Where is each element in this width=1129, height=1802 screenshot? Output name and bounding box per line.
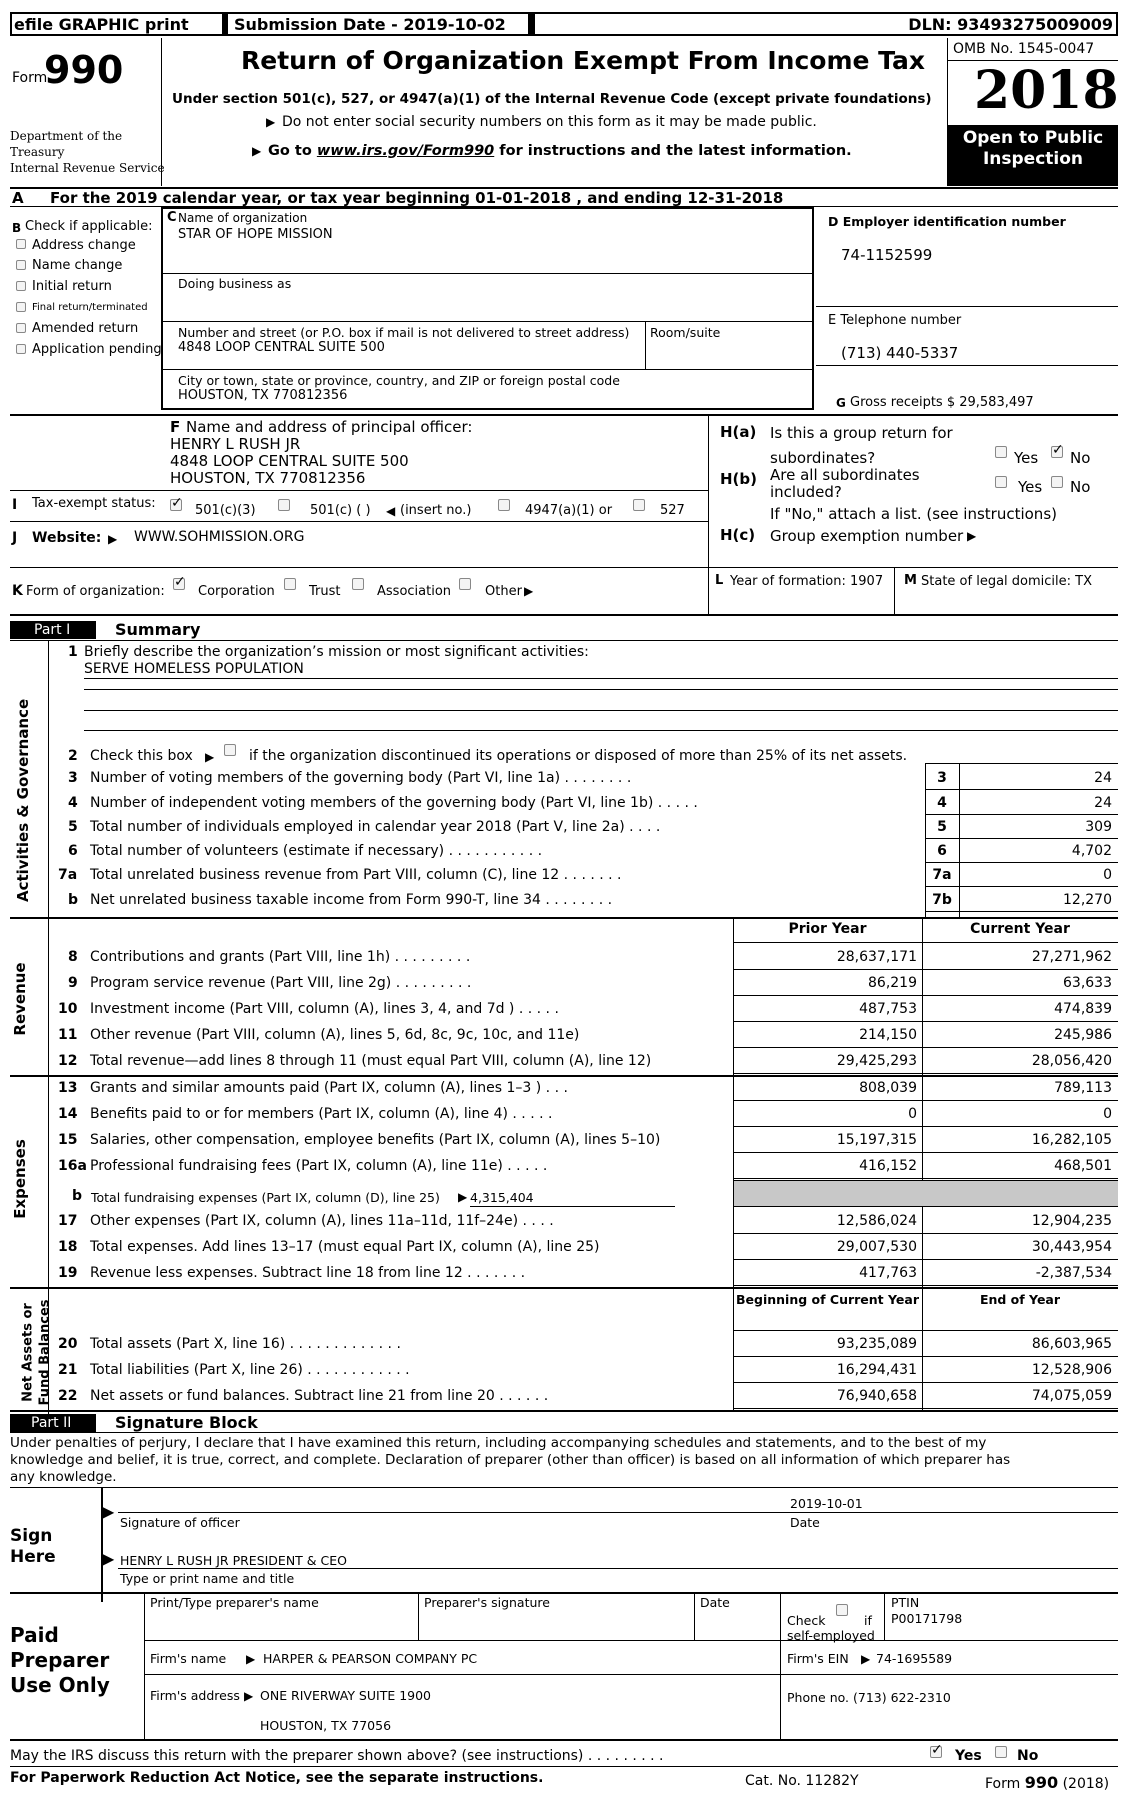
4947-label: 4947(a)(1) or [525,503,613,518]
dln: DLN: 93493275009009 [908,15,1113,34]
firm-name: HARPER & PEARSON COMPANY PC [263,1651,478,1666]
signature-officer-label: Signature of officer [120,1515,240,1530]
col-prior-year: Prior Year [788,921,867,937]
association-checkbox[interactable] [352,578,364,590]
year-formation: Year of formation: 1907 [730,574,884,589]
perjury-line1: Under penalties of perjury, I declare that I have examined this return, including accompanying schedules and statements, and to the best of my [10,1435,987,1451]
line-text: Professional fundraising fees (Part IX, column (A), line 11e) . . . . . [90,1158,548,1174]
line-num: 20 [58,1336,78,1352]
phone-label: Phone no. (713) 622-2310 [787,1690,951,1705]
side-revenue: Revenue [11,962,29,1036]
tax-year: 2018 [974,60,1119,121]
current-value: 0 [1103,1106,1112,1122]
preparer-name-label: Print/Type preparer's name [150,1595,319,1610]
501c3-label: 501(c)(3) [195,503,256,518]
line-text: Total assets (Part X, line 16) . . . . . . . . . . . . . [90,1336,401,1352]
f-label: F [170,418,181,436]
arrow-right-icon: ▶ [205,750,215,764]
current-value: 74,075,059 [1031,1388,1112,1404]
line-text: Number of independent voting members of the governing body (Part VI, line 1b) . . . . . [90,795,698,811]
hb-note: If "No," attach a list. (see instructions) [770,505,1057,523]
line-text: Total revenue—add lines 8 through 11 (must equal Part VIII, column (A), line 12) [90,1053,652,1069]
submission-date: Submission Date - 2019-10-02 [234,15,506,34]
perjury-line3: any knowledge. [10,1469,117,1485]
form-prefix: Form [12,70,48,86]
final-return-checkbox[interactable] [16,302,26,312]
arrow-right-icon: ▶ [967,529,977,543]
527-checkbox[interactable] [633,499,645,511]
amended-return-label: Amended return [32,321,139,336]
hb-text2: included? [770,483,842,501]
current-value: 30,443,954 [1031,1239,1112,1255]
self-employed-label: self-employed [787,1628,875,1643]
line-box-num: 4 [937,795,947,811]
prior-value: 29,425,293 [836,1053,917,1069]
line-num: 16a [58,1158,87,1174]
officer-name-title: HENRY L RUSH JR PRESIDENT & CEO [120,1553,347,1568]
arrow-right-icon: ▶ [458,1190,468,1204]
side-expenses: Expenses [11,1139,29,1219]
line-num: b [68,892,79,908]
tax-exempt-title: Tax-exempt status: [32,496,156,511]
line2-num: 2 [68,748,78,764]
line-num: 10 [58,1001,78,1017]
room-suite-label: Room/suite [650,325,721,340]
gross-receipts: Gross receipts $ 29,583,497 [850,395,1034,410]
501c-checkbox[interactable] [278,499,290,511]
prior-value: 93,235,089 [836,1336,917,1352]
line-text: Total number of individuals employed in calendar year 2018 (Part V, line 2a) . . . . [90,819,661,835]
city-state-zip: HOUSTON, TX 770812356 [178,388,348,403]
association-label: Association [377,584,452,599]
line-box-num: 7a [932,867,952,883]
discuss-yes-checkbox[interactable] [930,1746,942,1758]
line2-post: if the organization discontinued its operations or disposed of more than 25% of its net assets. [249,748,908,764]
discuss-no-label: No [1017,1748,1039,1764]
prior-value: 76,940,658 [836,1388,917,1404]
amended-return-checkbox[interactable] [16,323,26,333]
line-num: 21 [58,1362,78,1378]
line-box-num: 3 [937,770,947,786]
discuss-question: May the IRS discuss this return with the preparer shown above? (see instructions) . . . . . . . . . [10,1748,664,1764]
side-activities-governance: Activities & Governance [14,698,32,902]
irs-link[interactable]: www.irs.gov/Form990 [316,143,495,159]
ein-label: D Employer identification number [828,214,1066,229]
line-value: 309 [1085,819,1112,835]
current-value: 789,113 [1054,1080,1112,1096]
ha-label: H(a) [720,423,757,441]
prior-value: 416,152 [859,1158,917,1174]
org-name-label: Name of organization [178,211,308,225]
hb-yes-label: Yes [1018,478,1043,496]
line-text: Revenue less expenses. Subtract line 18 from line 12 . . . . . . . [90,1265,526,1281]
line-value: 24 [1094,795,1112,811]
line-num: 4 [68,795,78,811]
prior-value: 16,294,431 [836,1362,917,1378]
arrow-left-icon: ◀ [386,504,396,518]
dept-line1: Department of the [10,129,123,143]
current-value: 245,986 [1054,1027,1112,1043]
ssn-note: Do not enter social security numbers on this form as it may be made public. [282,114,817,130]
firm-address1: ONE RIVERWAY SUITE 1900 [260,1688,432,1703]
officer-name: HENRY L RUSH JR [170,435,301,453]
firm-name-label: Firm's name [150,1651,227,1666]
hb-no-label: No [1070,478,1091,496]
ein-value: 74-1152599 [841,246,933,264]
line-num: 12 [58,1053,78,1069]
current-value: 474,839 [1054,1001,1112,1017]
hb-label: H(b) [720,470,758,488]
part2-tag: Part II [31,1415,72,1431]
line-num: 19 [58,1265,78,1281]
line-text: Investment income (Part VIII, column (A), lines 3, 4, and 7d ) . . . . . [90,1001,559,1017]
ha-no-label: No [1070,449,1091,467]
sign-label: Sign [10,1526,53,1546]
g-label: G [836,396,846,410]
current-value: 86,603,965 [1031,1336,1112,1352]
line-text: Grants and similar amounts paid (Part IX, column (A), lines 1–3 ) . . . [90,1080,568,1096]
line-box-num: 5 [937,819,947,835]
col-end-year: End of Year [979,1292,1061,1307]
line-num: 15 [58,1132,78,1148]
current-value: -2,387,534 [1035,1265,1112,1281]
line-text: Other expenses (Part IX, column (A), lines 11a–11d, 11f–24e) . . . . [90,1213,554,1229]
side-net-assets: Net Assets or [20,1303,36,1402]
trust-label: Trust [309,584,341,599]
ha-text1: Is this a group return for [770,424,953,442]
hb-no-checkbox[interactable] [1051,476,1063,488]
arrow-right-icon: ▶ [266,115,276,129]
arrow-right-icon: ▶ [524,584,534,598]
application-pending-label: Application pending [32,342,162,357]
line-value: 0 [1103,867,1112,883]
line1-num: 1 [68,644,78,660]
initial-return-checkbox[interactable] [16,281,26,291]
instructions-note: Go to www.irs.gov/Form990 for instructions and the latest information. [268,143,852,159]
arrow-right-icon: ▶ [252,144,262,158]
paperwork-notice: For Paperwork Reduction Act Notice, see the separate instructions. [10,1770,544,1786]
firm-ein-label: Firm's EIN [787,1651,849,1666]
hc-label: H(c) [720,526,756,544]
preparer-label: Preparer [10,1648,110,1672]
prior-value: 28,637,171 [836,949,917,965]
line-num: 9 [68,975,78,991]
part1-tag: Part I [34,622,71,638]
officer-title: Name and address of principal officer: [186,418,473,436]
line-num: 14 [58,1106,78,1122]
corporation-checkbox[interactable] [173,578,185,590]
line2-pre: Check this box [90,748,193,764]
line-num: 13 [58,1080,78,1096]
hc-text: Group exemption number [770,527,964,545]
line-num: 17 [58,1213,78,1229]
ptin-label: PTIN [891,1595,920,1610]
m-label: M [904,573,917,588]
prior-value: 214,150 [859,1027,917,1043]
i-label: I [12,497,18,513]
line-text: Total number of volunteers (estimate if necessary) . . . . . . . . . . . [90,843,543,859]
line-text: Total liabilities (Part X, line 26) . . . . . . . . . . . . [90,1362,410,1378]
line-value: 24 [1094,770,1112,786]
omb-number: OMB No. 1545-0047 [953,41,1095,57]
address-change-label: Address change [32,238,136,253]
city-label: City or town, state or province, country, and ZIP or foreign postal code [178,373,620,388]
line-num: 18 [58,1239,78,1255]
website-value: WWW.SOHMISSION.ORG [134,529,305,545]
side-fund-balances: Fund Balances [37,1299,53,1406]
current-value: 12,528,906 [1031,1362,1112,1378]
use-only-label: Use Only [10,1673,110,1697]
line-text: Total expenses. Add lines 13–17 (must equal Part IX, column (A), line 25) [90,1239,600,1255]
prior-value: 808,039 [859,1080,917,1096]
line-value: 12,270 [1063,892,1112,908]
other-label: Other [485,584,522,599]
prior-value: 487,753 [859,1001,917,1017]
firm-address2: HOUSTON, TX 77056 [260,1718,392,1733]
line16b-text: Total fundraising expenses (Part IX, column (D), line 25) [91,1190,440,1205]
line-text: Benefits paid to or for members (Part IX, column (A), line 4) . . . . . [90,1106,553,1122]
paid-label: Paid [10,1623,59,1647]
line-num: 7a [58,867,78,883]
501c-label: 501(c) ( ) [310,503,371,518]
line-value: 4,702 [1071,843,1112,859]
line-num: 8 [68,949,78,965]
ha-no-checkbox[interactable] [1051,446,1063,458]
line-num: 6 [68,843,78,859]
k-label: K [12,583,23,599]
col-begin-year: Beginning of Current Year [736,1292,919,1307]
preparer-date-label: Date [700,1595,730,1610]
current-value: 27,271,962 [1031,949,1112,965]
mission-value: SERVE HOMELESS POPULATION [84,661,304,677]
sign-arrow-icon: ▶ [102,1549,115,1568]
initial-return-label: Initial return [32,279,112,294]
line-b-title: Check if applicable: [25,219,153,234]
part2-title: Signature Block [115,1413,258,1432]
current-value: 63,633 [1063,975,1112,991]
501c3-checkbox[interactable] [170,499,182,511]
prior-value: 86,219 [868,975,917,991]
final-return-label: Final return/terminated [32,302,148,313]
line-a-text: For the 2019 calendar year, or tax year beginning 01-01-2018 , and ending 12-31-2018 [50,189,784,207]
firm-phone: (713) 622-2310 [853,1690,951,1705]
current-value: 468,501 [1054,1158,1112,1174]
street-label: Number and street (or P.O. box if mail is not delivered to street address) [178,325,630,340]
dept-line2: Treasury [10,145,65,159]
dept-line3: Internal Revenue Service [10,161,165,175]
arrow-right-icon: ▶ [861,1652,871,1666]
open-to-public: Open to Public [962,128,1104,148]
form-subtitle: Under section 501(c), 527, or 4947(a)(1) of the Internal Revenue Code (except private foundations) [172,91,932,107]
prior-value: 12,586,024 [836,1213,917,1229]
state-domicile: State of legal domicile: TX [921,574,1092,589]
j-label: J [12,530,18,546]
org-form-title: Form of organization: [26,584,165,599]
if-label: if [864,1613,872,1628]
l-label: L [715,573,724,588]
preparer-signature-label: Preparer's signature [424,1595,550,1610]
current-value: 28,056,420 [1031,1053,1112,1069]
signature-date: 2019-10-01 [790,1496,863,1511]
org-name: STAR OF HOPE MISSION [178,227,333,242]
discuss-no-checkbox[interactable] [995,1746,1007,1758]
line16b-shaded [734,1180,1118,1206]
form-number: 990 [44,48,124,92]
line-num: 5 [68,819,78,835]
name-change-label: Name change [32,258,123,273]
arrow-right-icon: ▶ [244,1689,254,1703]
line1-text: Briefly describe the organization’s mission or most significant activities: [84,644,589,660]
line16b-num: b [72,1188,83,1204]
name-change-checkbox[interactable] [16,260,26,270]
current-value: 12,904,235 [1031,1213,1112,1229]
street-address: 4848 LOOP CENTRAL SUITE 500 [178,340,385,355]
line-text: Net unrelated business taxable income from Form 990-T, line 34 . . . . . . . . [90,892,613,908]
arrow-right-icon: ▶ [108,532,118,546]
other-checkbox[interactable] [459,578,471,590]
line-text: Other revenue (Part VIII, column (A), lines 5, 6d, 8c, 9c, 10c, and 11e) [90,1027,580,1043]
prior-value: 417,763 [859,1265,917,1281]
line-box-num: 6 [937,843,947,859]
form-footer: Form 990 (2018) [985,1773,1110,1792]
cat-number: Cat. No. 11282Y [745,1773,859,1789]
sign-arrow-icon: ▶ [102,1502,115,1521]
arrow-right-icon: ▶ [246,1652,256,1666]
hb-text1: Are all subordinates [770,466,920,484]
4947-checkbox[interactable] [498,499,510,511]
ha-yes-checkbox[interactable] [995,446,1007,458]
line-text: Contributions and grants (Part VIII, line 1h) . . . . . . . . . [90,949,471,965]
telephone-value: (713) 440-5337 [841,344,959,362]
firm-ein: 74-1695589 [876,1651,953,1666]
c-label: C [167,210,177,225]
here-label: Here [10,1547,56,1567]
signature-date-label: Date [790,1515,820,1530]
line-b-label: B [12,221,22,235]
efile-label: efile GRAPHIC print [14,15,189,34]
line-a-label: A [12,189,24,207]
line-text: Total unrelated business revenue from Part VIII, column (C), line 12 . . . . . . . [90,867,622,883]
application-pending-checkbox[interactable] [16,344,26,354]
inspection: Inspection [982,149,1084,169]
officer-name-title-label: Type or print name and title [120,1571,295,1586]
col-current-year: Current Year [970,921,1070,937]
line-text: Net assets or fund balances. Subtract line 21 from line 20 . . . . . . [90,1388,549,1404]
website-title: Website: [32,530,102,546]
self-employed-checkbox[interactable] [836,1604,848,1616]
line-box-num: 7b [932,892,952,908]
officer-street: 4848 LOOP CENTRAL SUITE 500 [170,452,409,470]
officer-city: HOUSTON, TX 770812356 [170,469,366,487]
line-text: Program service revenue (Part VIII, line 2g) . . . . . . . . . [90,975,472,991]
dba-label: Doing business as [178,276,292,291]
prior-value: 0 [908,1106,917,1122]
corporation-label: Corporation [198,584,275,599]
perjury-line2: knowledge and belief, it is true, correct, and complete. Declaration of preparer (other than officer) is based on all information of which preparer has [10,1452,1011,1468]
address-change-checkbox[interactable] [16,239,26,249]
form-title: Return of Organization Exempt From Income Tax [241,46,925,75]
line-text: Salaries, other compensation, employee benefits (Part IX, column (A), lines 5–10) [90,1132,661,1148]
trust-checkbox[interactable] [284,578,296,590]
check-label: Check [787,1613,826,1628]
part1-title: Summary [115,620,201,639]
prior-value: 15,197,315 [836,1132,917,1148]
line-text: Number of voting members of the governing body (Part VI, line 1a) . . . . . . . . [90,770,632,786]
ptin-value: P00171798 [891,1611,963,1626]
firm-address-label: Firm's address [150,1688,240,1703]
line16b-value: 4,315,404 [470,1190,534,1205]
prior-value: 29,007,530 [836,1239,917,1255]
discontinued-checkbox[interactable] [224,744,236,756]
527-label: 527 [660,503,685,518]
ha-text2: subordinates? [770,449,876,467]
line-num: 22 [58,1388,78,1404]
current-value: 16,282,105 [1031,1132,1112,1148]
telephone-label: E Telephone number [828,313,962,328]
hb-yes-checkbox[interactable] [995,476,1007,488]
ha-yes-label: Yes [1014,449,1039,467]
line-num: 11 [58,1027,78,1043]
discuss-yes-label: Yes [955,1748,982,1764]
line-num: 3 [68,770,78,786]
insert-no-label: (insert no.) [400,503,472,518]
